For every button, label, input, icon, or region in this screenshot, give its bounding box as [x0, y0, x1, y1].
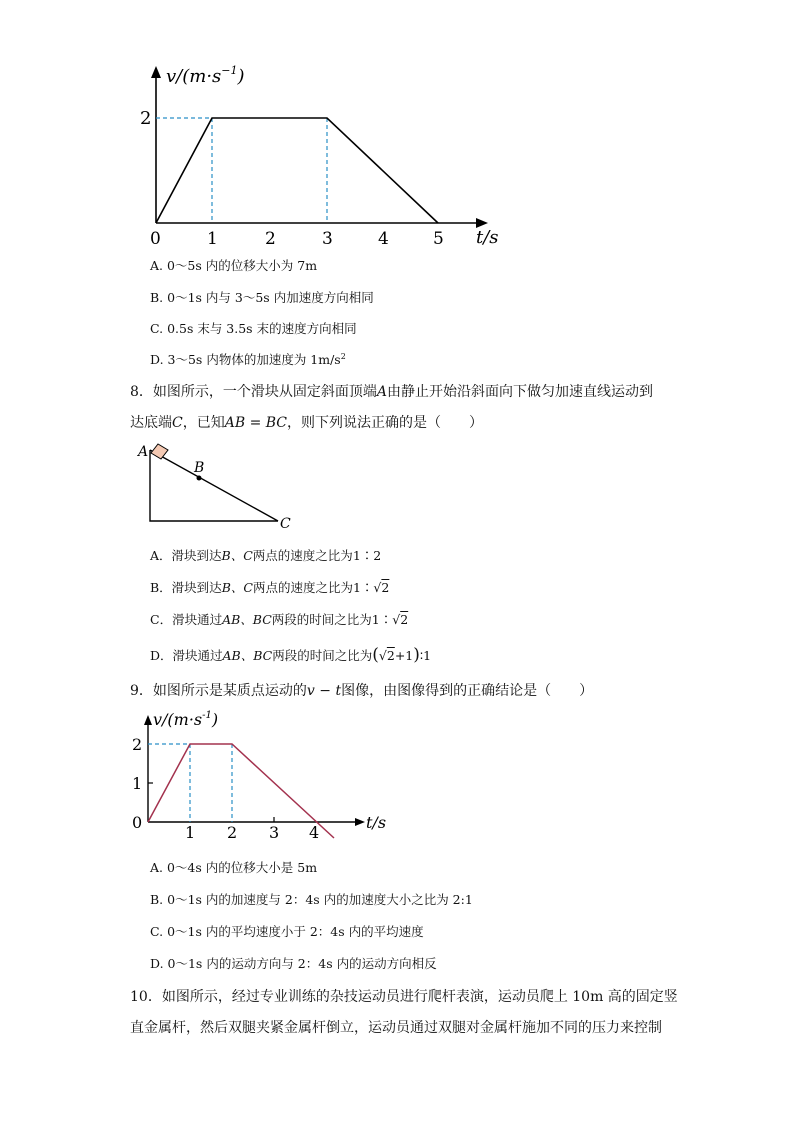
x-tick-0: 0 [150, 229, 161, 249]
sqrt-sign: √ [392, 612, 401, 627]
q8-stem-line2: 达底端C，已知AB = BC，则下列说法正确的是（ ） [130, 415, 484, 431]
q9-option-b[interactable]: B. 0～1s 内的加速度与 2：4s 内的加速度大小之比为 2:1 [150, 892, 473, 907]
incline-slope [150, 450, 278, 521]
incline-figure [136, 440, 306, 532]
q7-option-b[interactable]: B. 0～1s 内与 3～5s 内加速度方向相同 [150, 290, 374, 305]
y-axis-arrow [151, 66, 161, 78]
x-tick-4: 4 [309, 823, 320, 842]
velocity-line [156, 118, 438, 223]
x-axis-label: t/s [366, 813, 387, 832]
sqrt-sign: √ [378, 648, 387, 663]
q9-stem: 9．如图所示是某质点运动的v − t图像，由图像得到的正确结论是（ ） [130, 683, 594, 699]
label-c: C [280, 516, 291, 532]
x-axis-arrow [355, 818, 365, 826]
slider-block [151, 444, 168, 459]
x-tick-2: 2 [227, 823, 238, 842]
y-axis-label: $v/(m\cdot s^{-1})$ [153, 710, 219, 729]
q10-stem-line1: 10．如图所示，经过专业训练的杂技运动员进行爬杆表演，运动员爬上 10m 高的固定竖 [130, 989, 678, 1005]
velocity-line [148, 744, 334, 838]
x-tick-1: 1 [185, 823, 196, 842]
q8-option-c[interactable]: C．滑块通过AB、BC两段的时间之比为1∶√2 [150, 612, 409, 627]
x-axis-label: t/s [476, 227, 499, 248]
q8-option-a[interactable]: A．滑块到达B、C两点的速度之比为1∶2 [150, 548, 382, 563]
y-axis-label: $v/(m\cdot s^{-1})$ [166, 64, 245, 87]
x-tick-3: 3 [269, 823, 280, 842]
label-a: A [138, 444, 149, 460]
q9-option-c[interactable]: C. 0～1s 内的平均速度小于 2：4s 内的平均速度 [150, 924, 424, 939]
q9-option-a[interactable]: A. 0～4s 内的位移大小是 5m [150, 860, 318, 875]
x-tick-4: 4 [378, 229, 389, 249]
q10-stem-line2: 直金属杆，然后双腿夹紧金属杆倒立，运动员通过双腿对金属杆施加不同的压力来控制 [130, 1020, 662, 1036]
q8-option-b[interactable]: B．滑块到达B、C两点的速度之比为1∶√2 [150, 580, 390, 595]
q7-option-c[interactable]: C. 0.5s 末与 3.5s 末的速度方向相同 [150, 321, 357, 336]
x-tick-3: 3 [322, 229, 333, 249]
q8-option-d[interactable]: D．滑块通过AB、BC两段的时间之比为(√2+1)∶1 [150, 645, 432, 665]
y-tick-0: 0 [132, 813, 143, 832]
y-tick-1: 1 [132, 774, 143, 793]
velocity-time-graph-2 [128, 708, 398, 846]
q7-option-d[interactable]: D. 3～5s 内物体的加速度为 $1m/s^2$ [150, 351, 346, 367]
label-b: B [194, 460, 205, 476]
y-axis-arrow [144, 715, 152, 725]
x-tick-2: 2 [265, 229, 276, 249]
x-tick-5: 5 [433, 229, 444, 249]
q9-option-d[interactable]: D. 0～1s 内的运动方向与 2：4s 内的运动方向相反 [150, 956, 437, 971]
sqrt-sign: √ [373, 580, 382, 595]
q8-stem-line1: 8．如图所示，一个滑块从固定斜面顶端A由静止开始沿斜面向下做匀加速直线运动到 [130, 384, 654, 400]
x-tick-1: 1 [207, 229, 218, 249]
q7-option-a[interactable]: A. 0～5s 内的位移大小为 7m [150, 258, 318, 273]
y-tick-2: 2 [132, 735, 143, 754]
velocity-time-graph-1 [140, 60, 510, 250]
point-b [197, 476, 202, 481]
y-tick-2: 2 [140, 108, 152, 129]
